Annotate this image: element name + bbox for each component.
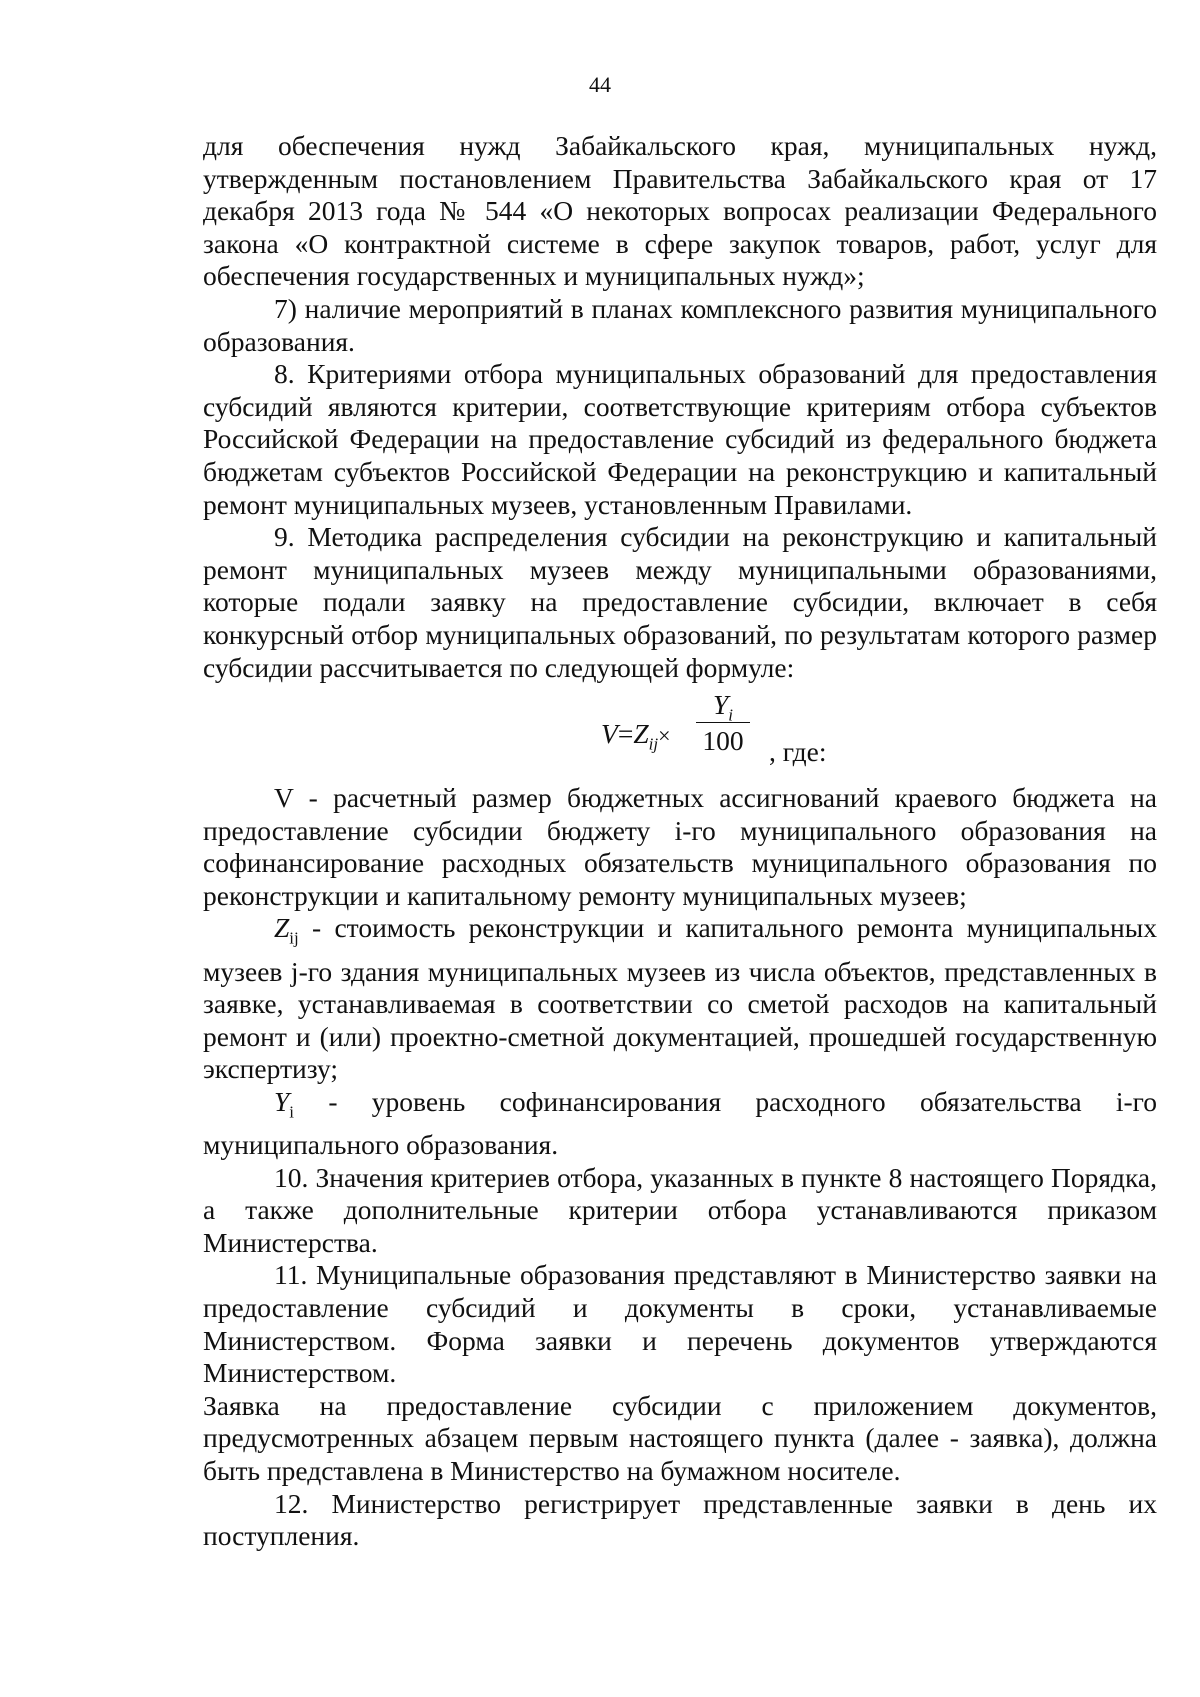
symbol-z-base: Z bbox=[274, 912, 290, 944]
formula-denominator: 100 bbox=[702, 725, 744, 757]
paragraph-application: Заявка на предоставление субсидии с приложением документов, предусмотренных абзацем первым настоящего пункта (далее - заявка), должна быть представлена в Министерство на бумажном носителе. bbox=[203, 1389, 1157, 1486]
page-number: 44 bbox=[589, 72, 611, 97]
formula-times: × bbox=[658, 723, 671, 749]
paragraph-item-10: 10. Значения критериев отбора, указанных в пункте 8 настоящего Порядка, а также дополнительные критерии отбора устанавливаются приказом Министерства. bbox=[203, 1161, 1157, 1258]
formula-var-z-subscript: ij bbox=[648, 734, 659, 754]
formula-where-label: , где: bbox=[769, 736, 827, 768]
paragraph-definition-y bbox=[203, 1086, 1157, 1162]
fraction-bar bbox=[696, 722, 750, 723]
formula-block bbox=[203, 684, 1157, 782]
paragraph-item-7: 7) наличие мероприятий в планах комплексного развития муниципального образования. bbox=[203, 292, 1157, 357]
paragraph-definition-v: V - расчетный размер бюджетных ассигнований краевого бюджета на предоставление субсидии бюджету i-го муниципального образования на софинансирование расходных обязательств муниципального образования по реконструкции и капитальному ремонту муниципальных музеев; bbox=[203, 782, 1157, 911]
paragraph-continuation: для обеспечения нужд Забайкальского края, муниципальных нужд, утвержденным постановлением Правительства Забайкальского края от 17 декабря 2013 года № 544 «О некоторых вопросах реализации Федерального закона «О контрактной системе в сфере закупок товаров, работ, услуг для обеспечения государственных и муниципальных нужд»; bbox=[203, 130, 1157, 292]
symbol-y bbox=[274, 1085, 295, 1122]
formula-equals: = bbox=[617, 718, 634, 750]
formula-var-z: Z bbox=[633, 718, 649, 750]
paragraph-item-8: 8. Критериями отбора муниципальных образований для предоставления субсидий являются критерии, соответствующие критериям отбора субъектов Российской Федерации на предоставление субсидий из федерального бюджета бюджетам субъектов Российской Федерации на реконструкцию и капитальный ремонт муниципальных музеев, установленным Правилами. bbox=[203, 358, 1157, 520]
paragraph-item-9: 9. Методика распределения субсидии на реконструкцию и капитальный ремонт муниципальных музеев между муниципальными образованиями, которые подали заявку на предоставление субсидии, включает в себя конкурсный отбор муниципальных образований, по результатам которого размер субсидии рассчитывается по следующей формуле: bbox=[203, 521, 1157, 683]
definition-z-text: - стоимость реконструкции и капитального ремонта муниципальных музеев j-го здания муниципальных музеев из числа объектов, представленных в заявке, устанавливаемая в соответствии со сметой расходов на капитальный ремонт и (или) проектно-сметной документацией, прошедшей государственную экспертизу; bbox=[203, 912, 1157, 1085]
definition-y-text: - уровень софинансирования расходного обязательства i-го муниципального образования. bbox=[203, 1085, 1157, 1161]
formula-var-y-subscript: i bbox=[728, 705, 734, 725]
formula-fraction bbox=[696, 690, 750, 756]
formula-numerator bbox=[696, 689, 750, 725]
formula-var-y: Y bbox=[712, 689, 729, 721]
symbol-y-subscript: i bbox=[289, 1102, 295, 1122]
paragraph-item-12: 12. Министерство регистрирует представленные заявки в день их поступления. bbox=[203, 1487, 1157, 1552]
formula-lhs bbox=[601, 718, 671, 761]
symbol-z-subscript: ij bbox=[289, 928, 299, 948]
paragraph-item-11: 11. Муниципальные образования представляют в Министерство заявки на предоставление субсидий и документы в сроки, устанавливаемые Министерством. Форма заявки и перечень документов утверждаются Министерством. bbox=[203, 1259, 1157, 1389]
symbol-z bbox=[274, 912, 299, 948]
symbol-y-base: Y bbox=[274, 1085, 290, 1117]
document-body bbox=[203, 130, 1157, 1553]
formula-var-v: V bbox=[601, 718, 618, 750]
paragraph-definition-z bbox=[203, 912, 1157, 1085]
